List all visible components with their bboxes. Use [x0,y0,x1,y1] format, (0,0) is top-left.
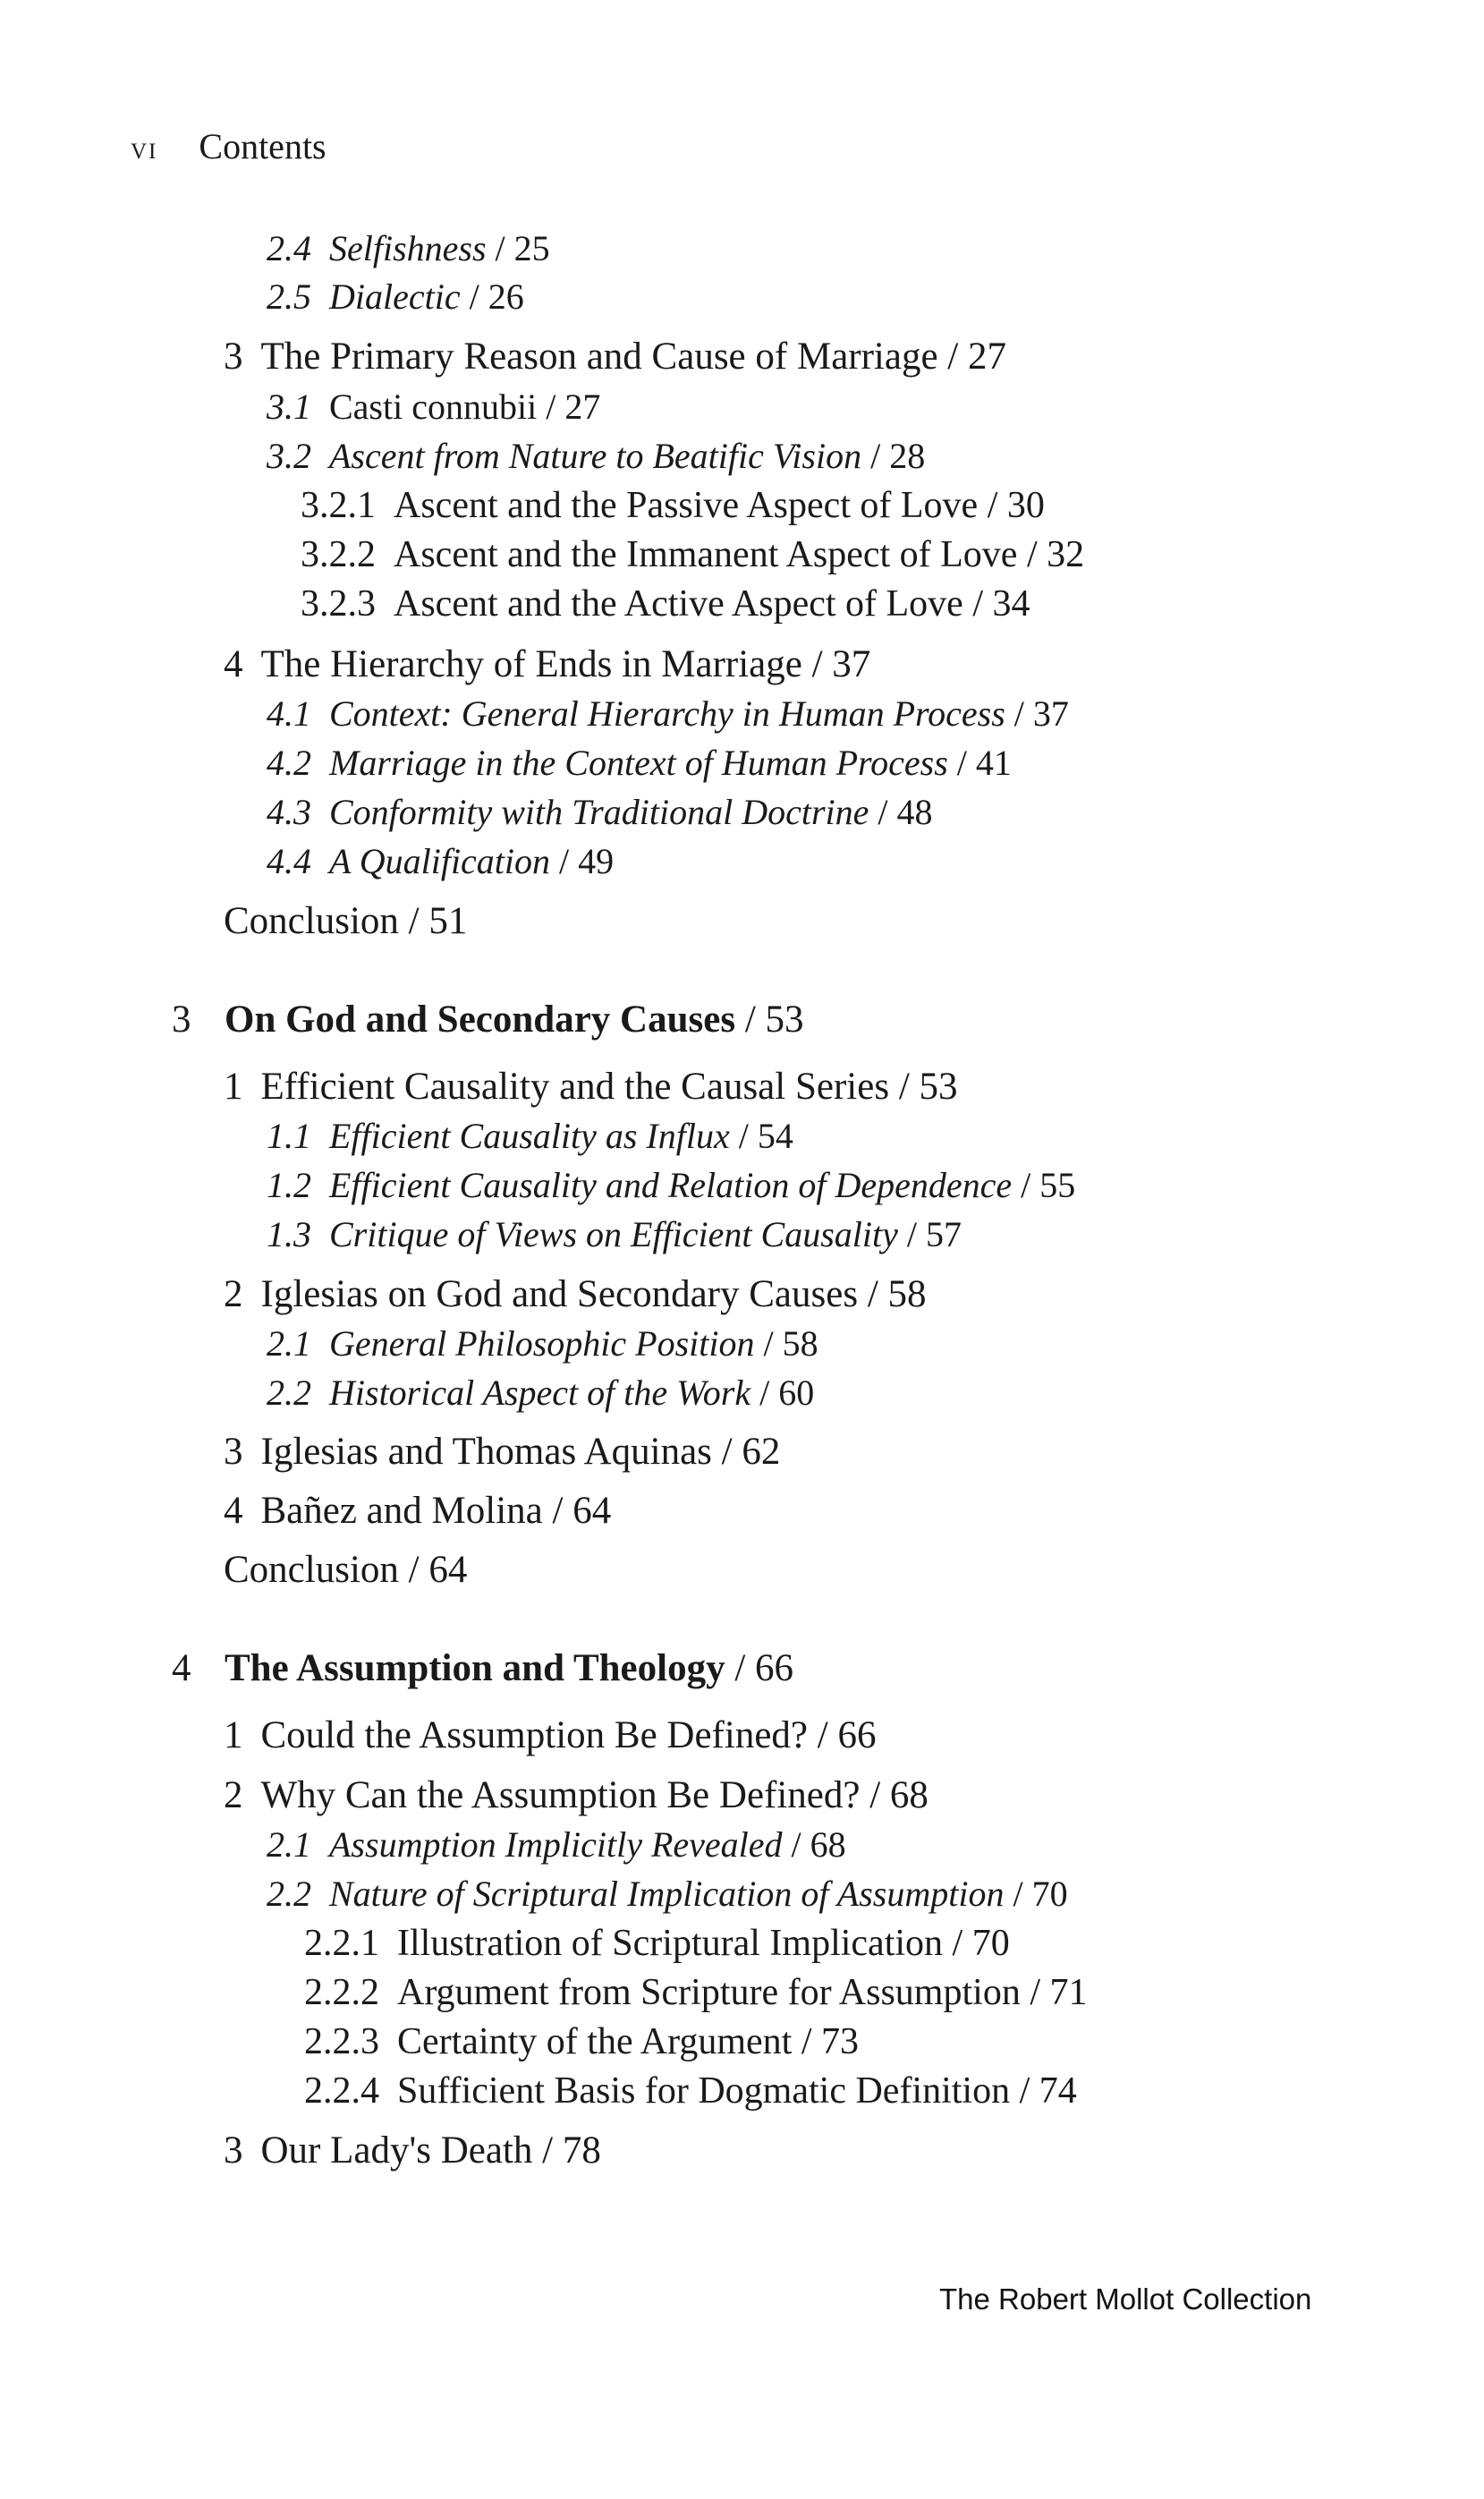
toc-entry: 3 Iglesias and Thomas Aquinas / 62 [224,1431,781,1473]
toc-entry: 3.1 Casti connubii / 27 [267,387,601,427]
toc-entry: 2.2.2 Argument from Scripture for Assumption / 71 [304,1972,1088,2013]
toc-entry: 2.2 Nature of Scriptural Implication of Assumption / 70 [267,1874,1068,1914]
running-title: Contents [199,126,326,166]
toc-entry: 2.1 Assumption Implicitly Revealed / 68 [267,1824,846,1865]
toc-entry: 3.2 Ascent from Nature to Beatific Vision / 28 [267,436,926,476]
toc-entry: 1.3 Critique of Views on Efficient Causality / 57 [267,1214,962,1254]
toc-entry: 2.4 Selfishness / 25 [267,228,550,268]
toc-entry: 2.5 Dialectic / 26 [267,276,524,317]
toc-entry: 2.2.4 Sufficient Basis for Dogmatic Definition / 74 [304,2070,1077,2112]
chapter-heading: 3 On God and Secondary Causes / 53 [172,999,804,1041]
toc-entry: 1.1 Efficient Causality as Influx / 54 [267,1116,793,1156]
toc-entry: 3.2.2 Ascent and the Immanent Aspect of Love / 32 [301,534,1085,575]
chapter-heading: 4 The Assumption and Theology / 66 [172,1647,794,1689]
toc-entry: 2.2.3 Certainty of the Argument / 73 [304,2021,859,2062]
toc-entry: 4.4 A Qualification / 49 [267,841,615,881]
toc-entry: 3 The Primary Reason and Cause of Marriage / 27 [224,336,1006,378]
toc-entry: 4 The Hierarchy of Ends in Marriage / 37 [224,643,871,685]
toc-entry: 4.1 Context: General Hierarchy in Human Process / 37 [267,693,1069,734]
toc-entry: 3.2.1 Ascent and the Passive Aspect of Love / 30 [301,485,1045,526]
toc-entry: 4.2 Marriage in the Context of Human Process / 41 [267,743,1012,783]
toc-entry: 1.2 Efficient Causality and Relation of Dependence / 55 [267,1165,1076,1205]
toc-entry: 1 Efficient Causality and the Causal Series / 53 [224,1066,958,1108]
toc-entry: 3 Our Lady's Death / 78 [224,2129,601,2172]
toc-entry: 2 Iglesias on God and Secondary Causes / 58 [224,1273,927,1315]
page-number: vi [131,130,158,166]
toc-conclusion: Conclusion / 51 [224,900,468,942]
toc-entry: 1 Could the Assumption Be Defined? / 66 [224,1714,877,1756]
toc-entry: 2.2.1 Illustration of Scriptural Implication / 70 [304,1923,1010,1964]
toc-conclusion: Conclusion / 64 [224,1549,468,1591]
toc-entry: 2.2 Historical Aspect of the Work / 60 [267,1373,815,1413]
toc-entry: 4 Bañez and Molina / 64 [224,1490,612,1532]
toc-entry: 2.1 General Philosophic Position / 58 [267,1323,818,1364]
collection-note: The Robert Mollot Collection [939,2282,1312,2316]
toc-entry: 3.2.3 Ascent and the Active Aspect of Love / 34 [301,583,1030,625]
toc-entry: 2 Why Can the Assumption Be Defined? / 68 [224,1774,929,1816]
toc-entry: 4.3 Conformity with Traditional Doctrine / 48 [267,792,933,832]
